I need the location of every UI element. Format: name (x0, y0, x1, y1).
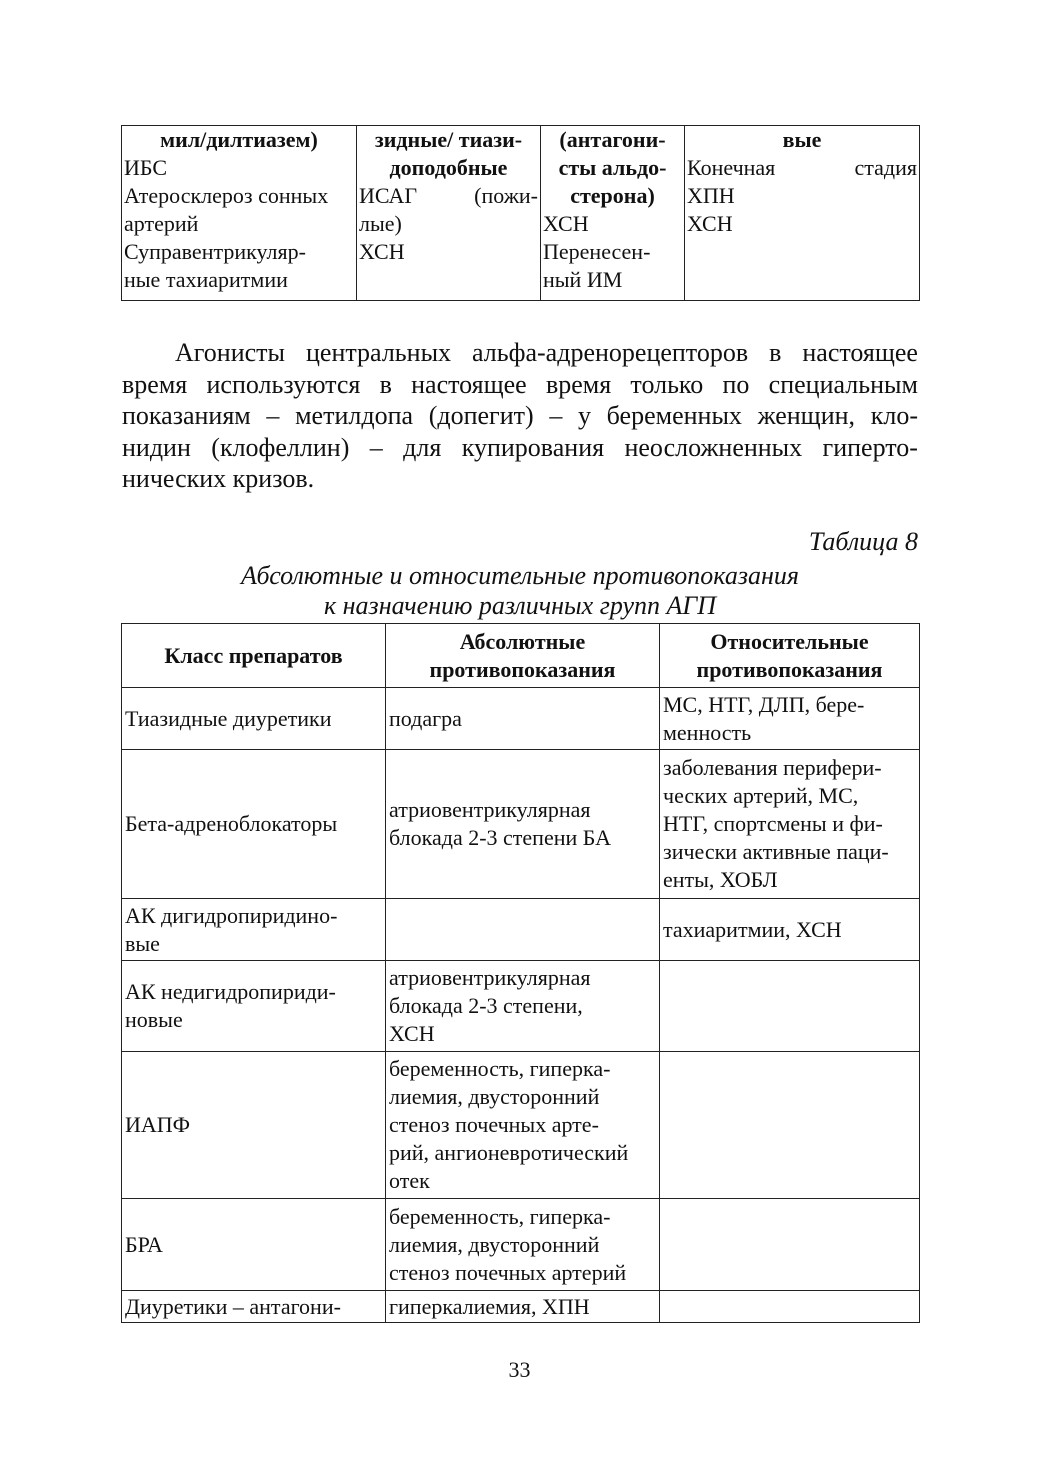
cell-text: менность (663, 719, 752, 745)
paragraph-line (122, 369, 918, 401)
header-text: Относительные (710, 628, 869, 654)
cell-text: беременность, гиперка- (389, 1056, 611, 1081)
header-absolute (386, 624, 660, 688)
word: время (545, 369, 612, 399)
word: неосложненных (624, 432, 803, 462)
cell-text: ХСН (389, 1021, 435, 1046)
cell-text: ИАПФ (125, 1112, 191, 1137)
cell-text: беременность, гиперка- (389, 1203, 611, 1229)
word: настоящее (802, 338, 918, 367)
word: (клофеллин) (211, 432, 350, 462)
continuation-col-1-line: ИБС (124, 155, 168, 180)
cell-absolute (386, 899, 660, 961)
continuation-col-4-word: стадия (854, 155, 917, 180)
word: по (722, 369, 750, 399)
cell-text: Тиазидные диуретики (125, 705, 332, 731)
cell-text: тахиаритмии, ХСН (663, 916, 842, 942)
word: (допегит) (428, 401, 534, 430)
contraindications-table (121, 623, 920, 1323)
cell-text: лиемия, двусторонний (389, 1084, 600, 1109)
cell-text: подагра (389, 705, 462, 731)
cell-text: рий, ангионевротический (389, 1140, 629, 1165)
paragraph-line (122, 337, 918, 369)
cell-relative (660, 750, 920, 899)
word: в (769, 338, 782, 367)
continuation-table (121, 125, 920, 301)
continuation-col-4-line: ХСН (687, 211, 733, 236)
continuation-col-3-line: Перенесен- (543, 239, 651, 264)
cell-relative (660, 1199, 920, 1291)
cell-text: вые (125, 930, 160, 956)
word: – (266, 401, 280, 430)
continuation-col-2-header: доподобные (389, 155, 508, 180)
continuation-col-2 (357, 126, 541, 301)
cell-text: БРА (125, 1231, 163, 1257)
table-row (122, 1291, 920, 1323)
word: – (549, 401, 563, 430)
cell-text: АК недигидропириди- (125, 979, 336, 1004)
page-number: 33 (508, 1357, 531, 1382)
word: показаниям (122, 401, 251, 430)
continuation-col-3 (541, 126, 685, 301)
header-relative (660, 624, 920, 688)
continuation-col-1-line: Атеросклероз сонных (124, 183, 329, 208)
cell-class (122, 688, 386, 750)
cell-text: отек (389, 1168, 430, 1193)
continuation-col-4-line (687, 154, 917, 182)
table-row (122, 1199, 920, 1291)
cell-text: зически активные паци- (663, 839, 889, 864)
continuation-col-2-header: зидные/ тиази- (374, 127, 523, 152)
cell-text: АК дигидропиридино- (125, 902, 338, 928)
word: метилдопа (295, 401, 414, 430)
header-text: противопоказания (696, 656, 883, 682)
word: нидин (122, 432, 191, 462)
word: нических кризов. (122, 464, 315, 493)
word: Агонисты (175, 338, 285, 367)
cell-absolute (386, 1199, 660, 1291)
cell-text: заболевания перифери- (663, 755, 882, 780)
word: – (369, 432, 383, 462)
cell-text: Диуретики – антагони- (125, 1293, 341, 1319)
cell-class (122, 1199, 386, 1291)
continuation-col-3-header: сты альдо- (558, 155, 667, 180)
cell-text: блокада 2-3 степени, (389, 993, 583, 1018)
cell-text: атриовентрикулярная (389, 797, 591, 822)
cell-relative (660, 1052, 920, 1199)
table-row (122, 750, 920, 899)
word: для (403, 432, 442, 462)
word: специальным (768, 369, 918, 399)
continuation-col-2-line: ХСН (359, 239, 405, 264)
cell-text: новые (125, 1007, 183, 1032)
word: настоящее (411, 369, 527, 399)
continuation-col-4-word: Конечная (687, 155, 776, 180)
cell-class (122, 899, 386, 961)
cell-relative (660, 961, 920, 1052)
cell-relative (660, 688, 920, 750)
cell-absolute (386, 688, 660, 750)
continuation-col-3-line: ХСН (543, 211, 589, 236)
continuation-col-3-line: ный ИМ (543, 267, 623, 292)
continuation-col-1 (122, 126, 357, 301)
word: у (578, 401, 591, 430)
cell-absolute (386, 750, 660, 899)
word: используются (206, 369, 361, 399)
continuation-col-2-word: ИСАГ (359, 183, 418, 208)
cell-text: енты, ХОБЛ (663, 867, 778, 892)
cell-class (122, 1291, 386, 1323)
continuation-col-4-line: ХПН (687, 183, 735, 208)
continuation-col-2-line (359, 182, 538, 210)
header-text: противопоказания (429, 656, 616, 682)
continuation-col-3-header: стерона) (570, 183, 655, 208)
cell-text: ческих артерий, МС, (663, 783, 859, 808)
table-row (122, 961, 920, 1052)
cell-text: стеноз почечных артерий (389, 1259, 627, 1285)
cell-text: атриовентрикулярная (389, 965, 591, 990)
cell-absolute (386, 1291, 660, 1323)
continuation-col-3-header: (антагони- (559, 127, 666, 152)
word: гиперто- (822, 432, 918, 462)
word: женщин, (757, 401, 856, 430)
table-row (122, 1052, 920, 1199)
cell-absolute (386, 1052, 660, 1199)
cell-text: НТГ, спортсмены и фи- (663, 811, 883, 836)
cell-text: лиемия, двусторонний (389, 1231, 600, 1257)
table-number: Таблица 8 (808, 527, 918, 556)
continuation-col-1-line: Суправентрикуляр- (124, 239, 306, 264)
paragraph-line (122, 400, 918, 432)
word: альфа-адренорецепторов (472, 338, 749, 367)
continuation-col-2-word: (пожи- (474, 183, 538, 208)
cell-class (122, 961, 386, 1052)
paragraph-line (122, 463, 918, 495)
continuation-col-4-header: вые (782, 127, 822, 152)
header-class (122, 624, 386, 688)
word: в (379, 369, 392, 399)
table-caption-line: Абсолютные и относительные противопоказания (241, 561, 799, 590)
word: кло- (870, 401, 918, 430)
continuation-col-4 (685, 126, 920, 301)
cell-text: стеноз почечных арте- (389, 1112, 599, 1137)
word: время (122, 369, 188, 399)
cell-class (122, 1052, 386, 1199)
word: только (630, 369, 704, 399)
cell-text: МС, НТГ, ДЛП, бере- (663, 691, 865, 717)
body-paragraph (122, 337, 918, 495)
table-row (122, 899, 920, 961)
table-row (122, 688, 920, 750)
paragraph-line (122, 432, 918, 464)
table-header-row (122, 624, 920, 688)
word: беременных (606, 401, 742, 430)
header-text: Класс препаратов (164, 642, 343, 668)
continuation-col-1-line: ные тахиаритмии (124, 267, 288, 292)
cell-absolute (386, 961, 660, 1052)
cell-class (122, 750, 386, 899)
continuation-col-1-header: мил/дилтиазем) (160, 127, 318, 152)
cell-text: гиперкалиемия, ХПН (389, 1293, 590, 1319)
continuation-col-2-line: лые) (359, 211, 402, 236)
word: купирования (461, 432, 605, 462)
continuation-col-1-line: артерий (124, 211, 199, 236)
header-text: Абсолютные (459, 628, 586, 654)
table-caption-line: к назначению различных групп АГП (323, 591, 716, 620)
cell-text: Бета-адреноблокаторы (125, 811, 338, 836)
cell-relative (660, 1291, 920, 1323)
word: центральных (306, 338, 452, 367)
cell-text: блокада 2-3 степени БА (389, 825, 611, 850)
cell-relative (660, 899, 920, 961)
